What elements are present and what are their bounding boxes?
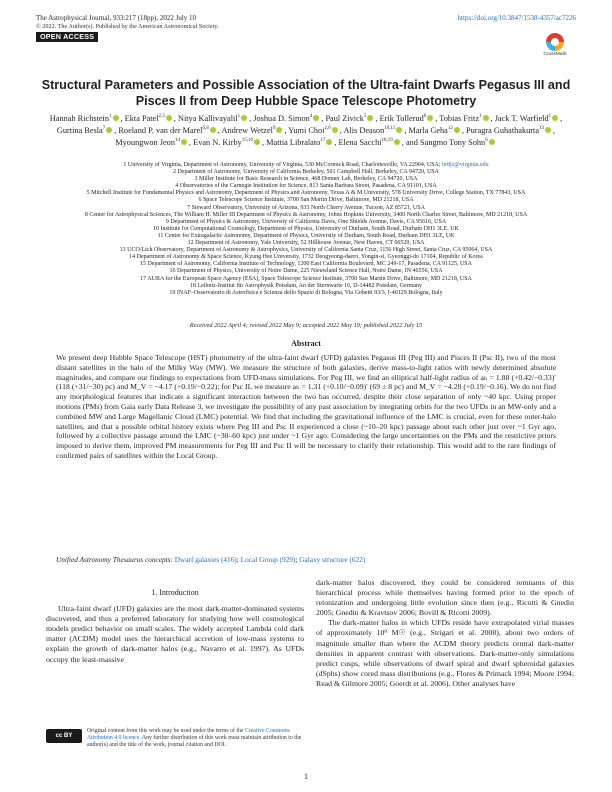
affiliation-text: 11 Centre for Extragalactic Astronomy, Department of Physics, University of Durham, South Road, Durham DH1 3LE, UK — [157, 232, 455, 239]
author-name[interactable] — [420, 138, 497, 147]
author-text: Tobias Fritz — [439, 114, 480, 123]
orcid-icon[interactable] — [181, 139, 187, 145]
orcid-icon[interactable] — [210, 127, 216, 133]
uat-concepts: Unified Astronomy Thesaurus concepts: Dwarf galaxies (416); Local Group (929); Galaxy structure (622) — [56, 555, 366, 564]
orcid-icon[interactable] — [254, 139, 260, 145]
affiliation-text: 15 Department of Astronomy, California Institute of Technology, 1200 East California Boulevard, MC 249-17, Pasadena, CA 91125, USA — [140, 261, 472, 268]
affiliation-text: 8 Center for Astrophysical Sciences, The William H. Miller III Department of Physics & Astronomy, Johns Hopkins University, 3400 North Charles Street, Baltimore, MD 21218, USA — [84, 211, 528, 218]
author-text: Paul Zivick — [325, 114, 364, 123]
author-name[interactable] — [253, 114, 321, 123]
orcid-icon[interactable] — [367, 115, 373, 121]
affiliation-item — [36, 190, 576, 197]
orcid-icon[interactable] — [241, 115, 247, 121]
author-name[interactable] — [439, 114, 490, 123]
affiliation-item — [36, 268, 576, 275]
author-affiliation-mark: 6,8 — [202, 126, 209, 132]
author-affiliation-mark: 4 — [309, 114, 313, 120]
affiliation-text: 13 UCO/Lick Observatory, Department of Astronomy & Astrophysics, University of California Santa Cruz, 1156 High Street, Santa Cruz, CA 95064, USA — [119, 247, 493, 254]
and-conjunction: and — [405, 138, 418, 147]
author-text: Puragra Guhathakurta — [466, 126, 540, 135]
paper-title: Structural Parameters and Possible Association of the Ultra-faint Dwarfs Pegasus III and Pisces II from Deep Hubble Space Telescope Photometry — [41, 78, 571, 108]
author-name[interactable] — [178, 114, 249, 123]
journal-citation: The Astrophysical Journal, 933:217 (18pp), 2022 July 10 — [36, 14, 197, 22]
affiliation-text: 14 Department of Astronomy & Space Science, Kyung Hee University, 1732 Deogyeong-daero, Yongin-si, Gyeonggi-do 17104, Republic of Korea — [129, 254, 483, 261]
affiliation-item — [36, 205, 576, 212]
author-text: Marla Geha — [408, 126, 448, 135]
author-affiliation-mark: 15,16 — [241, 138, 254, 144]
author-name[interactable] — [325, 114, 375, 123]
left-column — [46, 588, 304, 665]
affiliation-text: 9 Department of Physics & Astronomy, University of California Davis, One Shields Avenue, Davis, CA 95616, USA — [165, 218, 447, 225]
intro-paragraph: dark-matter halos discovered, they could be considered remnants of this hierarchical process while themselves having formed prior to the epoch of reionization and undergoing little evolution since then (e.g., Ricotti & Gnedin 2005; Gnedin & Kravtsov 2006; Bovill & Ricotti 2009). — [316, 578, 574, 618]
email-link[interactable]: hr8jz@virginia.edu — [442, 162, 489, 168]
author-affiliation-mark: 18,19 — [381, 138, 393, 144]
author-name[interactable] — [343, 126, 404, 135]
affiliation-text: 2 Department of Astronomy, University of California Berkeley, 501 Campbell Hall, Berkeley, CA 94720, USA — [173, 169, 439, 176]
author-text: Jack T. Warfield — [494, 114, 549, 123]
affiliation-text: 1 University of Virginia, Department of Astronomy, University of Virginia, 530 McCormick Road, Charlottesville, VA 22904, USA; — [123, 162, 441, 168]
orcid-icon[interactable] — [545, 127, 551, 133]
right-column — [316, 578, 574, 689]
orcid-icon[interactable] — [106, 127, 112, 133]
license-text: Original content from this work may be used under the terms of the — [87, 728, 244, 734]
cc-by-icon[interactable]: cc BY — [46, 729, 82, 743]
author-name[interactable] — [408, 126, 461, 135]
affiliation-text: 18 Leibniz-Institut für Astrophysik Potsdam, An der Sternwarte 16, D-14482 Potsdam, Germany — [190, 282, 422, 289]
crossmark-icon — [546, 33, 564, 51]
concept-link[interactable]: Dwarf galaxies (416) — [174, 555, 237, 564]
author-text: Joshua D. Simon — [253, 114, 310, 123]
orcid-icon[interactable] — [166, 115, 172, 121]
author-affiliation-mark: 1 — [548, 114, 552, 120]
affiliation-text: 5 Mitchell Institute for Fundamental Physics and Astronomy, Department of Physics and Astronomy, Texas A & M University, 578 University Drive, College Station, TX 77843, USA — [86, 190, 526, 197]
page-number: 1 — [304, 772, 308, 781]
received-dates: Received 2022 April 4; revised 2022 May 9; accepted 2022 May 19; published 2022 July 15 — [189, 322, 423, 329]
author-affiliation-mark: 1 — [237, 114, 241, 120]
affiliation-text: 12 Department of Astronomy, Yale University, 52 Hillhouse Avenue, New Haven, CT 06520, USA — [187, 240, 425, 247]
author-affiliation-mark: 14 — [174, 138, 180, 144]
affiliation-text: 10 Institute for Computational Cosmology, Department of Physics, University of Durham, South Road, Durham DH1 3LE, UK — [153, 225, 459, 232]
author-affiliation-mark: 10,11 — [384, 126, 396, 132]
author-name[interactable] — [495, 114, 560, 123]
affiliation-text: 6 Space Telescope Science Institute, 3700 San Martin Drive, Baltimore, MD 21218, USA — [198, 197, 414, 204]
affiliation-list — [36, 162, 576, 297]
author-affiliation-mark: 12 — [447, 126, 453, 132]
author-text: Erik Tollerud — [379, 114, 424, 123]
author-text: Hannah Richstein — [49, 114, 110, 123]
affiliation-text: 3 Miller Institute for Basic Research in Science, 468 Donner Lab, Berkeley, CA 94720, USA — [194, 176, 418, 183]
author-text: Alis Deason — [343, 126, 385, 135]
author-name[interactable] — [221, 126, 284, 135]
author-affiliation-mark: 13 — [539, 126, 545, 132]
affiliation-item — [36, 283, 576, 290]
author-text: Myoungwon Jeon — [115, 138, 175, 147]
abstract-heading: Abstract — [291, 339, 321, 348]
author-name[interactable] — [193, 138, 262, 147]
orcid-icon[interactable] — [113, 115, 119, 121]
author-text: Nitya Kallivayalil — [177, 114, 238, 123]
author-affiliation-mark: 17 — [320, 138, 326, 144]
license-notice — [46, 728, 306, 749]
concept-link[interactable]: Galaxy structure (622) — [299, 555, 366, 564]
author-name[interactable] — [115, 138, 189, 147]
author-affiliation-mark: 5 — [363, 114, 367, 120]
author-name[interactable] — [338, 138, 401, 147]
author-affiliation-mark: 2,3 — [158, 114, 165, 120]
doi-link[interactable]: https://doi.org/10.3847/1538-4357/ac7226 — [457, 14, 576, 22]
intro-paragraph: Ultra-faint dwarf (UFD) galaxies are the most dark-matter-dominated systems discovered, and thus a preferred laboratory for studying how well cosmological models predict behavior on small scales. The widely accepted Lambda cold dark matter (ΛCDM) model uses the hierarchical accretion of low-mass systems to explain the growth of dark-matter halos (e.g., Navarro et al. 1997). As UFDs occupy the least-massive — [46, 604, 304, 664]
affiliation-item — [36, 290, 576, 297]
orcid-icon[interactable] — [313, 115, 319, 121]
affiliation-text: 19 INAF–Osservatorio di Astrofisica e Scienza dello Spazio di Bologna, Via Gobetti 93/3, I-40129 Bologna, Italy — [169, 289, 443, 296]
author-text: Sangmo Tony Sohn — [420, 138, 486, 147]
author-text: Yumi Choi — [288, 126, 325, 135]
orcid-icon[interactable] — [483, 115, 489, 121]
author-affiliation-mark: 7 — [102, 126, 106, 132]
author-name[interactable] — [288, 126, 339, 135]
orcid-icon[interactable] — [396, 127, 402, 133]
affiliation-text: 16 Department of Physics, University of Notre Dame, 225 Nieuwland Science Hall, Notre Dame, IN 46556, USA — [169, 268, 443, 275]
orcid-icon[interactable] — [326, 139, 332, 145]
author-affiliation-mark: 9 — [272, 126, 276, 132]
author-text: Roeland P. van der Marel — [118, 126, 203, 135]
intro-paragraph: The dark-matter halos in which UFDs reside have extrapolated virial masses of approximately 10⁹ M☉ (e.g., Strigari et al. 2008), about two orders of magnitude smaller than where the ΛCDM theory predicts central dark-matter densities in apparent contrast with observations. Dark-matter-only simulations predict cusps, while observations of dwarf spiral and dwarf spheroidal galaxies (dSphs) show cored mass distributions (e.g., Flores & Primack 1994; Moore 1994; Read & Gilmore 2005; Goerdt et al. 2006). Other analyses have — [316, 618, 574, 688]
concept-link[interactable]: Local Group (929) — [240, 555, 296, 564]
orcid-icon[interactable] — [332, 127, 338, 133]
copyright-line: © 2022. The Author(s). Published by the American Astronomical Society. — [36, 23, 219, 30]
orcid-icon[interactable] — [454, 127, 460, 133]
open-access-badge: OPEN ACCESS — [36, 32, 98, 42]
orcid-icon[interactable] — [552, 115, 558, 121]
affiliation-text: 7 Steward Observatory, University of Arizona, 933 North Cherry Avenue, Tucson, AZ 85721, USA — [187, 204, 425, 211]
author-name[interactable] — [57, 126, 114, 135]
author-text: Andrew Wetzel — [221, 126, 273, 135]
crossmark-label: CrossMark — [543, 52, 567, 57]
affiliation-item — [36, 276, 576, 283]
author-affiliation-mark: 1 — [479, 114, 482, 120]
orcid-icon[interactable] — [427, 115, 433, 121]
orcid-icon[interactable] — [276, 127, 282, 133]
affiliation-item — [36, 226, 576, 233]
affiliation-item — [36, 197, 576, 204]
author-affiliation-mark: 2,6 — [324, 126, 331, 132]
affiliation-item — [36, 219, 576, 226]
affiliation-text: 4 Observatories of the Carnegie Institution for Science, 813 Santa Barbara Street, Pasadena, CA 91101, USA — [175, 183, 437, 190]
author-name[interactable] — [125, 114, 174, 123]
license-link[interactable]: Creative Commons Attribution 4.0 licence. — [87, 728, 290, 741]
author-affiliation-mark: 6 — [423, 114, 427, 120]
author-name[interactable] — [466, 126, 553, 135]
crossmark-button[interactable] — [538, 33, 572, 57]
affiliation-text: 17 AURA for the European Space Agency (ESA), Space Telescope Science Institute, 3700 San Martin Drive, Baltimore, MD 21218, USA — [140, 275, 472, 282]
license-text-after: Any further distribution of this work must maintain attribution to the author(s) and the title of the work, journal citation and DOI. — [87, 734, 302, 748]
author-text: Ekta Patel — [124, 114, 159, 123]
author-text: Gurtina Besla — [56, 126, 103, 135]
orcid-icon[interactable] — [489, 139, 495, 145]
orcid-icon[interactable] — [394, 139, 400, 145]
journal-header — [36, 14, 576, 22]
author-name[interactable] — [380, 114, 436, 123]
affiliation-item — [36, 233, 576, 240]
author-text: Mattia Libralato — [266, 138, 321, 147]
author-list: Hannah Richstein$^1$ , Ekta Patel$^{2,3}$ , Nitya Kallivayalil$^1$ , Joshua D. Simon$^4$ , Paul Zivick$^5$ , Erik Tollerud$^6$ , Tobias Fritz$^1$ , Jack T. Warfield$^1$ , Gurtina Besla$^7$ , Roeland P. van der Marel$^{6,8}$ , Andrew Wetzel$^9$ , Yumi Choi$^{2,6}$ , Alis Deason$^{10,11}$ , Marla Geha$^{12}$ , Puragra Guhathakurta$^{13}$ , Myoungwon Jeon$^{14}$ , Evan N. Kirby$^{15,16}$ , Mattia Libralato$^{17}$ , Elena Sacchi$^{18,19}$ , and Sangmo Tony Sohn$^6$ — [49, 114, 563, 147]
author-affiliation-mark: 1 — [109, 114, 112, 120]
author-text: Evan N. Kirby — [193, 138, 242, 147]
author-text: Elena Sacchi — [338, 138, 382, 147]
abstract-text: We present deep Hubble Space Telescope (HST) photometry of the ultra-faint dwarf (UFD) galaxies Pegasus III (Peg III) and Pisces II (Psc II), two of the most distant satellites in the halo of the Milky Way (MW). We measure the structure of both galaxies, derive mass-to-light ratios with newly determined absolute magnitudes, and compare our findings to expectations from UFD-mass simulations. For Peg III, we find an elliptical half-light radius of aₕ = 1.88 (+0.42/−0.33)′ (118 (+31/−30) pc) and M_V = −4.17 (+0.19/−0.22); for Psc II, we measure aₕ = 1.31 (+0.10/−0.09)′ (69 ± 8 pc) and M_V = −4.28 (+0.19/−0.16). We do not find any morphological features that indicate a significant interaction between the two has occurred, despite their close separation of only ~40 kpc. Using proper motions (PMs) from Gaia early Data Release 3, we investigate the possibility of any past association by integrating orbits for the two UFDs in an MW-only and a combined MW and Large Magellanic Cloud (LMC) potential. We find that including the gravitational influence of the LMC is crucial, even for these outer-halo satellites, and that a possible orbital history exists where Peg III and Psc II experienced a close (~10–20 kpc) passage about each other just over ~1 Gyr ago, followed by a collective passage around the LMC (~30–60 kpc) just under ~1 Gyr ago. Considering the large uncertainties on the PMs and the restrictive priors imposed to derive them, improved PM measurements for Peg III and Psc II will be necessary to clarify their relationship. This would add to the rare findings of confirmed pairs of satellites within the Local Group. — [56, 353, 556, 460]
author-name[interactable] — [50, 114, 121, 123]
author-name[interactable] — [118, 126, 217, 135]
section-heading: 1. Introduction — [151, 588, 199, 597]
affiliation-item — [36, 212, 576, 219]
concepts-label: Unified Astronomy Thesaurus concepts: — [56, 555, 173, 564]
author-affiliation-mark: 6 — [485, 138, 488, 144]
author-name[interactable] — [266, 138, 334, 147]
